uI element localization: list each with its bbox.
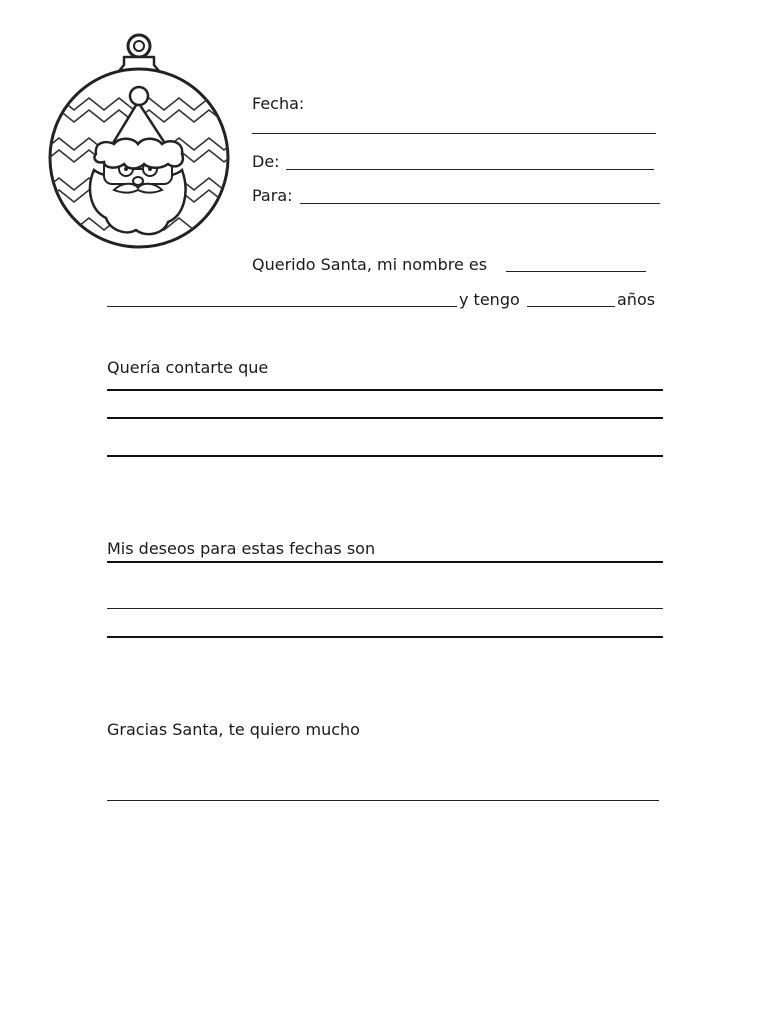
- date-label: Fecha:: [252, 94, 305, 113]
- name-field-start[interactable]: [506, 271, 646, 272]
- from-label: De:: [252, 152, 280, 171]
- thanks-heading: Gracias Santa, te quiero mucho: [107, 720, 360, 739]
- age-prefix-label: y tengo: [459, 290, 520, 309]
- wishes-line-1[interactable]: [107, 561, 663, 563]
- intro-name-label: Querido Santa, mi nombre es: [252, 255, 488, 274]
- santa-ornament-icon: [44, 30, 234, 270]
- tell-line-2[interactable]: [107, 417, 663, 419]
- wishes-line-3[interactable]: [107, 636, 663, 638]
- age-suffix-label: años: [617, 290, 656, 309]
- to-label: Para:: [252, 186, 293, 205]
- tell-line-1[interactable]: [107, 389, 663, 391]
- tell-heading: Quería contarte que: [107, 358, 269, 377]
- from-field[interactable]: [286, 169, 654, 170]
- date-field[interactable]: [252, 133, 656, 134]
- signature-field[interactable]: [107, 800, 659, 801]
- name-field-end[interactable]: [107, 306, 457, 307]
- wishes-heading: Mis deseos para estas fechas son: [107, 539, 376, 558]
- to-field[interactable]: [300, 203, 660, 204]
- age-field[interactable]: [527, 306, 615, 307]
- tell-line-3[interactable]: [107, 455, 663, 457]
- wishes-line-2[interactable]: [107, 608, 663, 609]
